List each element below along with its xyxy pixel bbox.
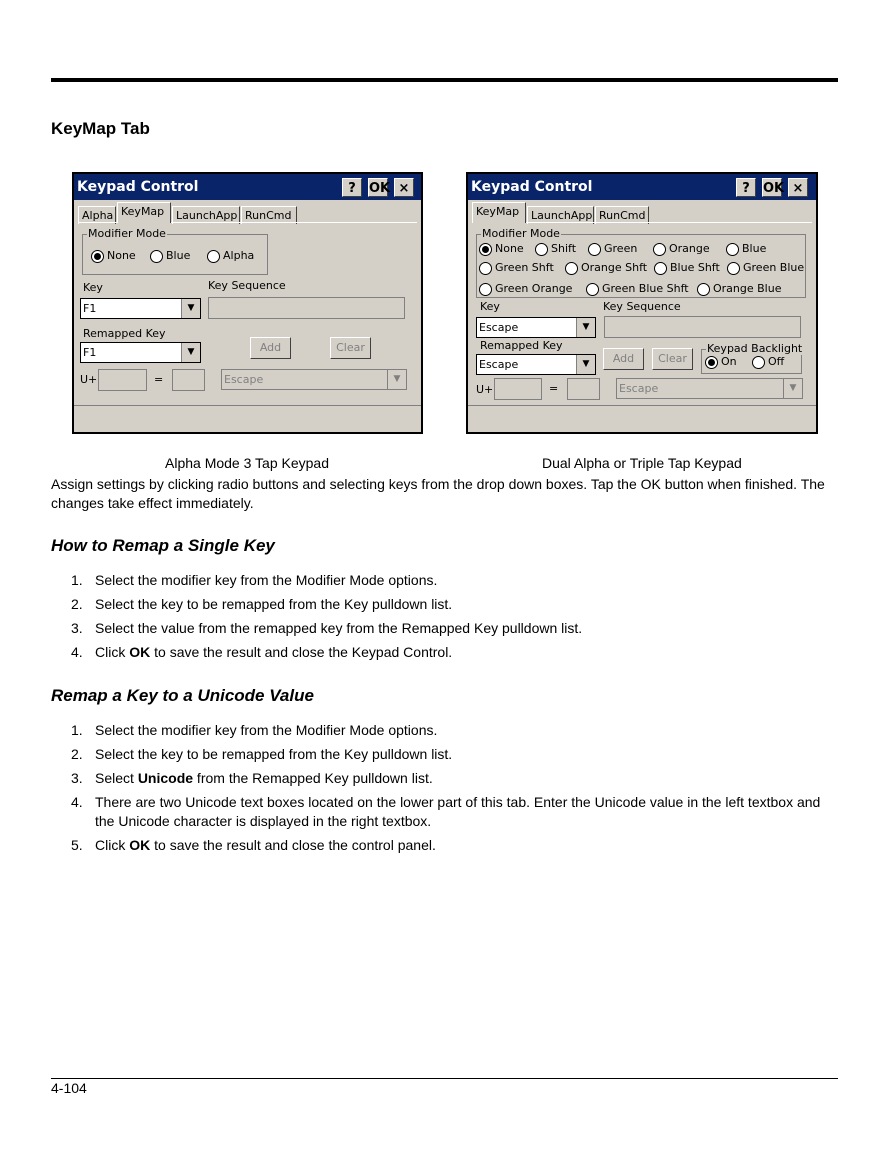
remapped-key-label: Remapped Key	[480, 339, 563, 352]
page-number: 4-104	[51, 1080, 87, 1096]
dialog-title: Keypad Control	[77, 179, 199, 195]
section2-steps	[51, 721, 841, 860]
status-bar	[74, 405, 421, 432]
radio-label: Green	[604, 242, 638, 255]
radio-icon	[479, 283, 492, 296]
radio-selected-icon	[91, 250, 104, 263]
radio-icon	[727, 262, 740, 275]
radio-green-shft[interactable]	[479, 261, 554, 275]
dropdown-arrow-icon[interactable]: ▼	[576, 355, 595, 374]
intro-paragraph: Assign settings by clicking radio buttons and selecting keys from the drop down boxes. Tap the OK button when finished. The changes take effect immediately.	[51, 476, 825, 511]
key-sequence-field[interactable]	[604, 316, 801, 338]
radio-green-blue-shft[interactable]	[586, 282, 689, 296]
step-number: 4.	[71, 794, 83, 810]
radio-label: Orange Blue	[713, 282, 782, 295]
list-item	[51, 721, 841, 740]
radio-icon	[752, 356, 765, 369]
dropdown-arrow-icon[interactable]: ▼	[783, 379, 802, 398]
unicode-combo-value: Escape	[224, 373, 264, 386]
radio-orange-shft[interactable]	[565, 261, 647, 275]
radio-label: None	[495, 242, 524, 255]
tab-runcmd[interactable]: RunCmd	[241, 206, 297, 224]
tab-runcmd[interactable]: RunCmd	[595, 206, 649, 224]
radio-label: Off	[768, 355, 785, 368]
unicode-prefix-label: U+	[80, 373, 98, 386]
unicode-prefix-label: U+	[476, 383, 494, 396]
step-number: 2.	[71, 746, 83, 762]
step-bold: Unicode	[137, 770, 194, 786]
radio-label: Green Shft	[495, 261, 554, 274]
header-rule	[51, 78, 838, 82]
radio-label: Blue Shft	[670, 261, 720, 274]
radio-selected-icon	[705, 356, 718, 369]
radio-backlight-off[interactable]	[752, 355, 784, 369]
keypad-control-dialog-alpha	[72, 172, 423, 434]
keypad-control-dialog-dual	[466, 172, 818, 434]
step-text: Click	[95, 837, 130, 853]
radio-icon	[150, 250, 163, 263]
key-label: Key	[480, 300, 500, 313]
modifier-mode-group	[476, 227, 806, 298]
radio-orange[interactable]	[653, 242, 710, 256]
footer-rule	[51, 1078, 838, 1079]
status-bar	[468, 405, 816, 432]
modifier-mode-label: Modifier Mode	[482, 227, 560, 240]
step-number: 4.	[71, 644, 83, 660]
radio-icon	[697, 283, 710, 296]
dropdown-arrow-icon[interactable]: ▼	[181, 299, 200, 318]
equals-label: =	[154, 373, 164, 386]
remapped-key-combo[interactable]	[476, 354, 596, 375]
radio-label: Green Blue Shft	[602, 282, 689, 295]
section1-steps	[51, 571, 841, 667]
radio-green-orange[interactable]	[479, 282, 572, 296]
step-number: 3.	[71, 620, 83, 636]
dropdown-arrow-icon[interactable]: ▼	[576, 318, 595, 337]
list-item	[51, 793, 841, 831]
modifier-mode-label: Modifier Mode	[88, 227, 166, 240]
remapped-key-value: Escape	[479, 358, 519, 371]
step-bold: OK	[129, 644, 151, 660]
step-text: Select the key to be remapped from the Key pulldown list.	[95, 746, 453, 762]
radio-icon	[588, 243, 601, 256]
step-number: 1.	[71, 722, 83, 738]
radio-label: On	[721, 355, 737, 368]
tab-keymap[interactable]: KeyMap	[472, 202, 526, 223]
step-text: Select the value from the remapped key from the Remapped Key pulldown list.	[95, 620, 583, 636]
caption-right: Dual Alpha or Triple Tap Keypad	[542, 455, 742, 471]
radio-icon	[565, 262, 578, 275]
list-item	[51, 836, 841, 855]
unicode-value-field[interactable]	[494, 378, 542, 400]
key-sequence-field[interactable]	[208, 297, 405, 319]
clear-button[interactable]: Clear	[330, 337, 371, 359]
section2-title: Remap a Key to a Unicode Value	[51, 686, 314, 705]
ok-button[interactable]: OK	[762, 178, 782, 197]
key-value: Escape	[479, 321, 519, 334]
radio-label: Green Blue	[743, 261, 805, 274]
list-item	[51, 745, 841, 764]
radio-label: Shift	[551, 242, 577, 255]
close-button[interactable]: ×	[394, 178, 414, 197]
radio-green-blue[interactable]	[727, 261, 804, 275]
unicode-value-field[interactable]	[98, 369, 147, 391]
radio-label: Orange Shft	[581, 261, 648, 274]
radio-icon	[207, 250, 220, 263]
dropdown-arrow-icon[interactable]: ▼	[387, 370, 406, 389]
key-combo[interactable]	[476, 317, 596, 338]
step-text: Click	[95, 644, 130, 660]
radio-alpha[interactable]	[207, 249, 254, 263]
caption-left: Alpha Mode 3 Tap Keypad	[165, 455, 329, 471]
radio-green[interactable]	[588, 242, 637, 256]
tab-keymap[interactable]: KeyMap	[117, 202, 171, 223]
radio-icon	[653, 243, 666, 256]
key-label: Key	[83, 281, 103, 294]
step-number: 1.	[71, 572, 83, 588]
unicode-combo-value: Escape	[619, 382, 659, 395]
modifier-mode-group	[82, 227, 268, 275]
radio-blue-shft[interactable]	[654, 261, 720, 275]
key-combo[interactable]	[80, 298, 201, 319]
unicode-combo[interactable]	[221, 369, 407, 390]
ok-button[interactable]: OK	[368, 178, 388, 197]
tab-launchapp[interactable]: LaunchApp	[172, 206, 240, 224]
step-number: 3.	[71, 770, 83, 786]
unicode-combo[interactable]	[616, 378, 803, 399]
section-heading: KeyMap Tab	[51, 119, 150, 138]
step-text: from the Remapped Key pulldown list.	[193, 770, 433, 786]
add-button[interactable]: Add	[250, 337, 291, 359]
dialog-title: Keypad Control	[471, 179, 593, 195]
key-sequence-label: Key Sequence	[603, 300, 681, 313]
keypad-backlight-label: Keypad Backlight	[707, 342, 803, 355]
step-text: Select the key to be remapped from the Key pulldown list.	[95, 596, 453, 612]
radio-label: Alpha	[223, 249, 255, 262]
key-value: F1	[83, 302, 97, 315]
radio-label: Blue	[742, 242, 767, 255]
step-text: to save the result and close the Keypad Control.	[150, 644, 453, 660]
list-item	[51, 769, 841, 788]
radio-label: Orange	[669, 242, 710, 255]
step-text: Select the modifier key from the Modifier Mode options.	[95, 722, 438, 738]
close-button[interactable]: ×	[788, 178, 808, 197]
unicode-char-field[interactable]	[172, 369, 205, 391]
list-item	[51, 619, 841, 638]
step-number: 5.	[71, 837, 83, 853]
step-text: There are two Unicode text boxes located on the lower part of this tab. Enter the Unicode value in the left textbox and the Unicode character is displayed in the right textbox.	[95, 794, 821, 829]
list-item	[51, 571, 841, 590]
remapped-key-label: Remapped Key	[83, 327, 166, 340]
radio-label: Blue	[166, 249, 191, 262]
radio-blue[interactable]	[150, 249, 190, 263]
add-button[interactable]: Add	[603, 348, 644, 370]
section1-title: How to Remap a Single Key	[51, 536, 275, 555]
list-item	[51, 595, 841, 614]
radio-icon	[535, 243, 548, 256]
tab-alpha[interactable]: Alpha	[78, 206, 116, 224]
remapped-key-combo[interactable]	[80, 342, 201, 363]
radio-icon	[586, 283, 599, 296]
radio-none[interactable]	[479, 242, 524, 256]
radio-label: Green Orange	[495, 282, 573, 295]
radio-icon	[654, 262, 667, 275]
radio-label: None	[107, 249, 136, 262]
step-bold: OK	[129, 837, 151, 853]
clear-button[interactable]: Clear	[652, 348, 693, 370]
step-number: 2.	[71, 596, 83, 612]
tab-launchapp[interactable]: LaunchApp	[527, 206, 594, 224]
radio-orange-blue[interactable]	[697, 282, 781, 296]
help-button[interactable]: ?	[342, 178, 362, 197]
remapped-key-value: F1	[83, 346, 97, 359]
radio-shift[interactable]	[535, 242, 576, 256]
unicode-char-field[interactable]	[567, 378, 600, 400]
step-text: Select the modifier key from the Modifier Mode options.	[95, 572, 438, 588]
radio-none[interactable]	[91, 249, 136, 263]
keypad-backlight-group	[701, 342, 803, 374]
step-text: Select	[95, 770, 138, 786]
radio-backlight-on[interactable]	[705, 355, 737, 369]
equals-label: =	[549, 382, 559, 395]
list-item	[51, 643, 841, 662]
help-button[interactable]: ?	[736, 178, 756, 197]
radio-icon	[726, 243, 739, 256]
radio-blue[interactable]	[726, 242, 766, 256]
dropdown-arrow-icon[interactable]: ▼	[181, 343, 200, 362]
step-text: to save the result and close the control panel.	[150, 837, 436, 853]
radio-icon	[479, 262, 492, 275]
radio-selected-icon	[479, 243, 492, 256]
key-sequence-label: Key Sequence	[208, 279, 286, 292]
